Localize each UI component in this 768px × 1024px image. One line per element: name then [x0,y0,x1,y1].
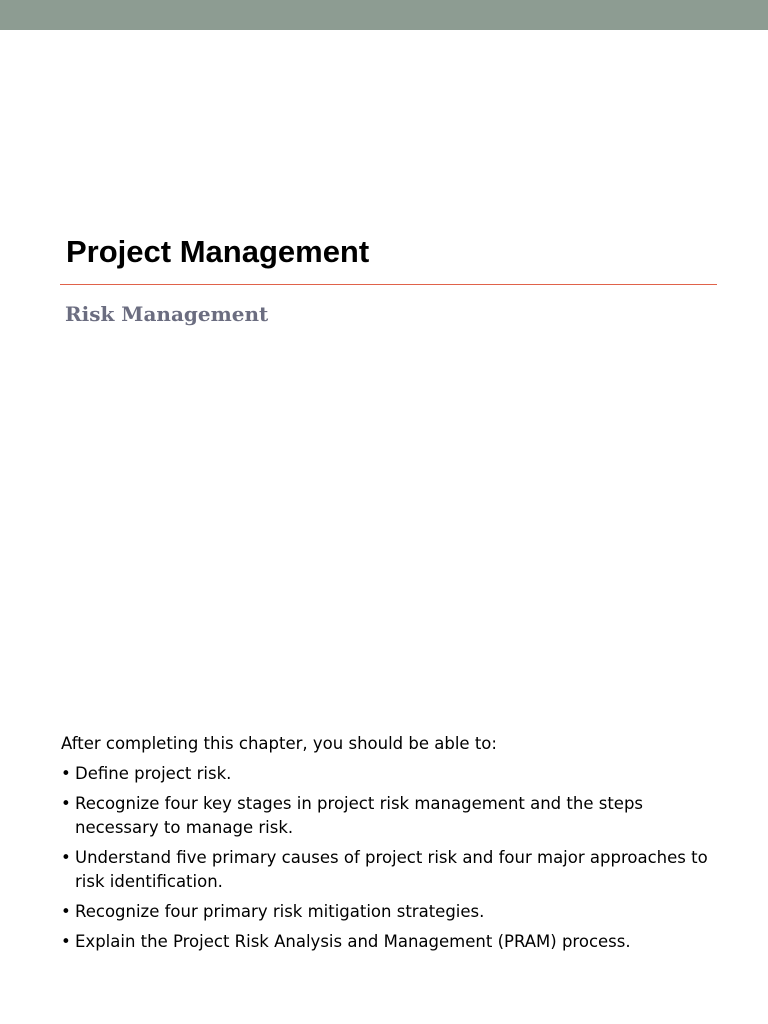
objective-item: • Understand five primary causes of project risk and four major approaches to risk identification. [61,846,721,894]
objective-item: • Recognize four primary risk mitigation strategies. [61,900,721,924]
objectives-intro: After completing this chapter, you should be able to: [61,734,497,753]
slide-subtitle: Risk Management [65,302,269,326]
objective-item: • Recognize four key stages in project risk management and the steps necessary to manage risk. [61,792,721,840]
slide-title: Project Management [66,234,370,269]
header-bar [0,0,768,30]
objectives-list [61,762,721,960]
objective-item: • Define project risk. [61,762,721,786]
title-divider [60,284,717,285]
objective-item: • Explain the Project Risk Analysis and Management (PRAM) process. [61,930,721,954]
